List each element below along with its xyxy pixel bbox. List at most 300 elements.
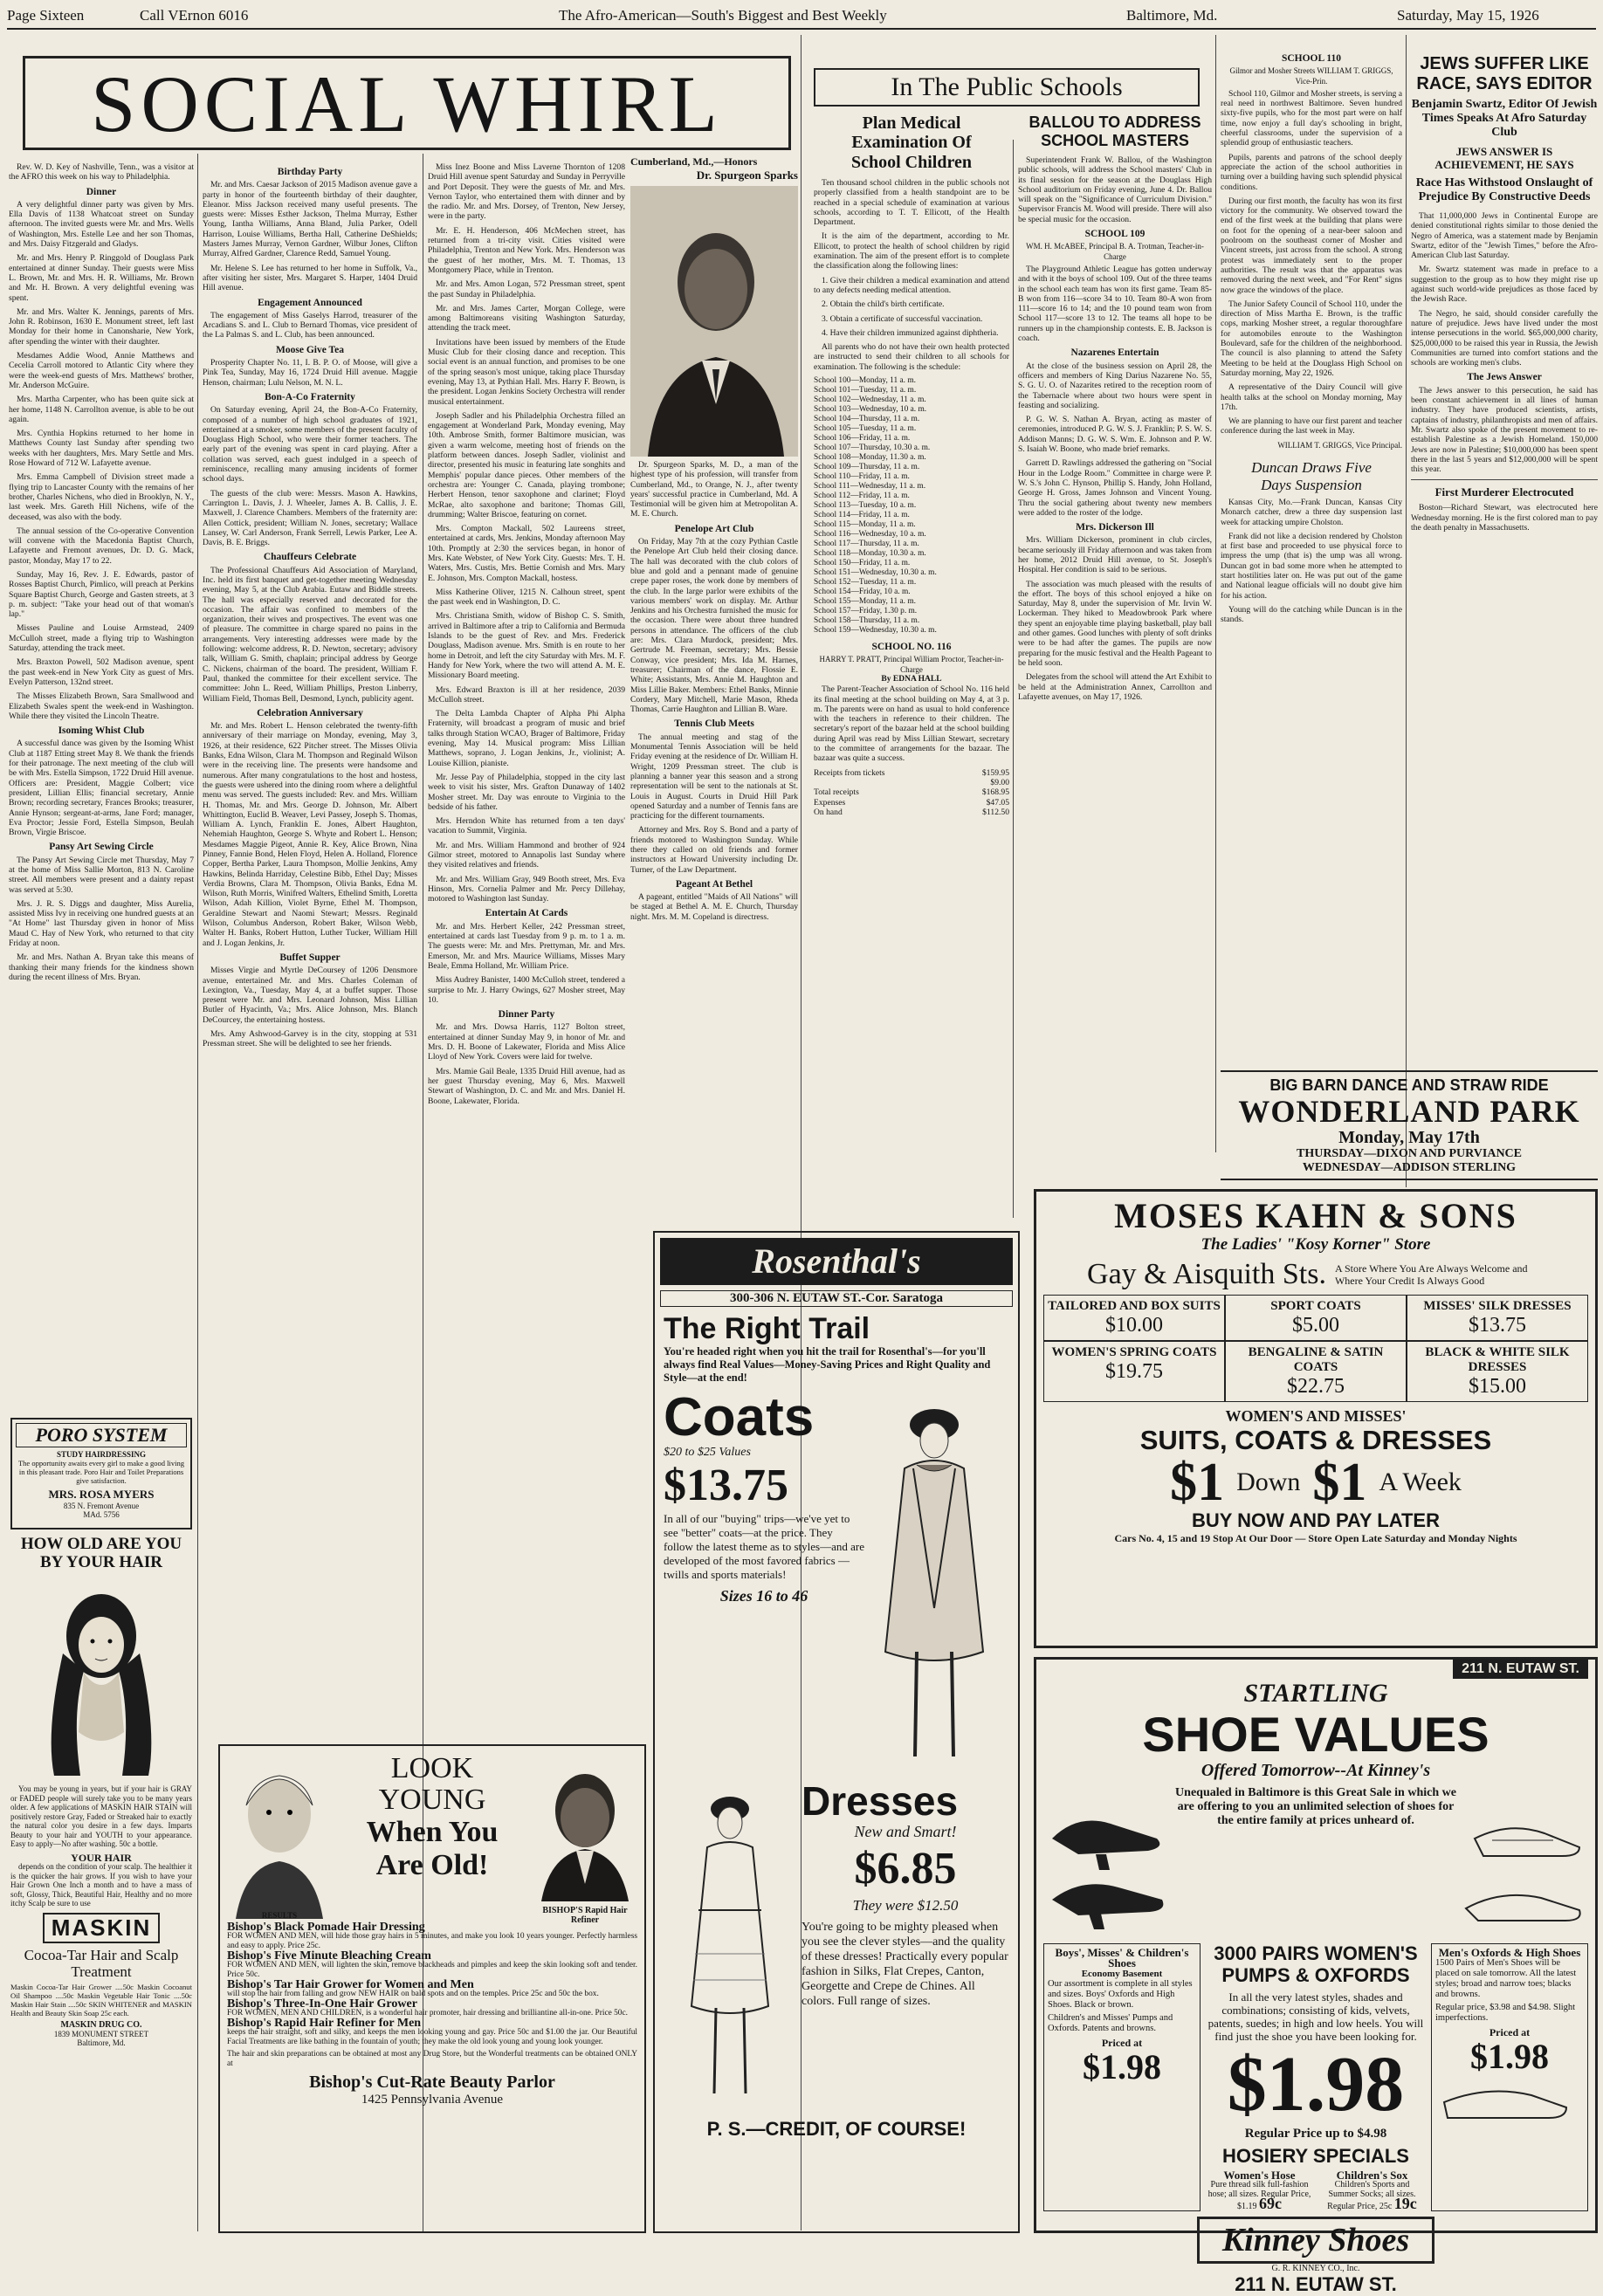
schedule-row-text: School 154—Friday, 10 a. m. bbox=[814, 588, 911, 597]
womens-hose-title: Women's Hose bbox=[1223, 2169, 1296, 2182]
womens-hose-desc: Pure thread silk full-fashion hose; all sizes. Regular Price, $1.19 bbox=[1207, 2180, 1311, 2211]
news-item: Mrs. Emma Campbell of Division street made a flying trip to Lancaster County with the remains of her brother, Charles Nichens, who died in Brooklyn, N. Y., last week. Mrs. Gareth Hill Nichens, wife of the deceased, was also with the body. bbox=[9, 472, 194, 522]
news-item: A successful dance was given by the Isoming Whist Club at 1187 Etting street May 8. We thank the friends for their patronage. The next meeting of the club will be with Mrs. Estella Simpson, 1722 Druid Hill avenue. Officers are: President, Maggie Colbert; vice president, Lillian Ellis; financial secretary, Annie Brown; recording secretary, Frances Brooks; treasurer, Annie Hynson; sergeant-at-arms, Jane Ford; manager, Eva Proctor; Jessie Ford, Estella Simpson, Beulah Brown, Virgie Briscoe. bbox=[9, 739, 194, 838]
news-item: Delegates from the school will attend the Art Exhibit to be held at the Administration Annex, Carrollton and Lafayette avenues, on May 17, 1926. bbox=[1018, 672, 1212, 702]
kahn-item-title: TAILORED AND BOX SUITS bbox=[1048, 1299, 1221, 1313]
schedule-row-text: School 110—Friday, 11 a. m. bbox=[814, 472, 910, 482]
schedule-row bbox=[814, 492, 1009, 501]
news-item: A very delightful dinner party was given by Mrs. Ella Davis of 1138 Whatcoat street on Sunday afternoon. The invited guests were Mr. and Mrs. Wells of Washington, Mrs. Estelle Lee and her son Thomas, and Mrs. Daisy Fitzgerald and Gladys. bbox=[9, 199, 194, 250]
rosenthals-address: 300-306 N. EUTAW ST.-Cor. Saratoga bbox=[660, 1290, 1013, 1307]
receipts-value: $159.95 bbox=[981, 767, 1009, 778]
maskin-subhead: YOUR HAIR bbox=[71, 1851, 132, 1864]
kinney-headline-2: SHOE VALUES bbox=[1142, 1707, 1489, 1762]
schedule-row bbox=[814, 434, 1009, 443]
childrens-sox-title: Children's Sox bbox=[1336, 2169, 1408, 2182]
kahn-price-cell bbox=[1225, 1295, 1407, 1341]
coats-body: In all of our "buying" trips—we've yet to see "better" coats—at the price. They follow the latest theme as to styles—and are developed of the most favored fabrics — twills and sports materials! bbox=[664, 1512, 864, 1581]
poro-title: PORO SYSTEM bbox=[16, 1423, 187, 1447]
school-110-signature: WILLIAM T. GRIGGS, Vice Principal. bbox=[1277, 440, 1402, 450]
maskin-price-list: Maskin Cocoa-Tar Hair Grower ....50c Maskin Cocoanut Oil Shampoo ....50c Maskin Vegetable Hair Tonic ....50c Maskin Hair Stain ....50c SKIN WHITENER and MASKIN Health and Beauty Skin Soap 25c each. bbox=[10, 1982, 192, 2018]
maskin-company-city: Baltimore, Md. bbox=[77, 2038, 126, 2047]
bishop-item-title: Bishop's Black Pomade Hair Dressing bbox=[227, 1921, 425, 1934]
schools-column-c bbox=[1221, 54, 1402, 1180]
kahn-item-price: $5.00 bbox=[1292, 1314, 1339, 1337]
kahn-item-title: BENGALINE & SATIN COATS bbox=[1248, 1345, 1384, 1374]
kahn-price-cell bbox=[1225, 1341, 1407, 1402]
kahn-tagline: The Ladies' "Kosy Korner" Store bbox=[1201, 1235, 1431, 1254]
news-item: Young will do the catching while Duncan is in the stands. bbox=[1221, 604, 1402, 625]
mens-shoes-price: $1.98 bbox=[1470, 2037, 1549, 2076]
wonderland-title: WONDERLAND PARK bbox=[1238, 1094, 1580, 1129]
school-116-staff: HARRY T. PRATT, Principal William Proctor, Teacher-in-Charge bbox=[819, 655, 1004, 674]
phone-number: Call VErnon 6016 bbox=[140, 7, 249, 24]
schedule-row-text: School 111—Wednesday, 11 a. m. bbox=[814, 482, 926, 492]
regular-price-note: Regular Price up to $4.98 bbox=[1244, 2127, 1387, 2141]
kahn-price-cell bbox=[1043, 1295, 1225, 1341]
social-column-2 bbox=[203, 162, 417, 1533]
bishop-item-desc: keeps the hair straight, soft and silky, and keeps the men looking young and gay. Price 50c and $1.00 the jar. Our Beautiful Facial Treatments are like bathing in the fountain of youth; they make the old look young and young look younger. bbox=[227, 2028, 637, 2046]
news-item: Mr. E. H. Henderson, 406 McMechen street, has returned from a tri-city visit. Cities visited were Philadelphia, Trenton and New York. Mrs. Henderson was the guest of her mother, Mrs. M. T. Thomas, 13 Montgomery Place, while in Trenton. bbox=[428, 225, 625, 275]
news-item: Mrs. William Dickerson, prominent in club circles, became seriously ill Friday afternoon and was taken from her home, 2012 Druid Hill avenue, to St. Joseph's Hospital. Her condition is said to be serious. bbox=[1018, 535, 1212, 575]
news-item: Pupils, parents and patrons of the school deeply appreciate the action of the school authorities in turning over a building having such splendid physical conditions. bbox=[1221, 152, 1402, 192]
kinney-address-top: 211 N. EUTAW ST. bbox=[1453, 1660, 1588, 1679]
news-item: Mrs. J. R. S. Diggs and daughter, Miss Aurelia, assisted Miss Ivy in receiving one hundred guests at an "At Home" last Thursday given in honor of Miss Maud C. Hay of New York, who returned to that city Friday at noon. bbox=[9, 898, 194, 949]
schedule-row bbox=[814, 376, 1009, 386]
schedule-row bbox=[814, 626, 1009, 636]
social-whirl-masthead bbox=[23, 56, 791, 150]
page-number: Page Sixteen bbox=[7, 7, 85, 24]
news-item: Sunday, May 16, Rev. J. E. Edwards, pastor of Rosses Baptist Church, Pimlico, will preach at Perkins Square Baptist Church, George and Gasten streets, at 3 p. m. subject: "Take your head out of that woman's lap." bbox=[9, 569, 194, 620]
bishop-item-title: Bishop's Tar Hair Grower for Women and Men bbox=[227, 1978, 474, 1991]
refiner-label: BISHOP'S Rapid Hair Refiner bbox=[542, 1906, 628, 1925]
news-item: Boston—Richard Stewart, was electrocuted here Wednesday morning. He is the first colored man to pay the death penalty in Massachusetts. bbox=[1411, 503, 1598, 533]
news-item: 1. Give their children a medical examination and attend to any defects needing medical attention. bbox=[814, 275, 1009, 295]
news-item: School 110, Gilmor and Mosher streets, is serving a real need in northwest Baltimore. Seven hundred sixty-five pupils, who for the most part were on half time, now enjoy a full day's schooling in bright, cheerful classrooms, under the supervision of a splendid group of enthusiastic teachers. bbox=[1221, 88, 1402, 148]
kinney-intro: Unequaled in Baltimore is this Great Sale in which we are offering to you an unlimited selection of shoes for the entire family at prices unheard of. bbox=[1175, 1786, 1456, 1827]
on-hand-label: On hand bbox=[814, 807, 843, 817]
mens-shoes-body: 1500 Pairs of Men's Shoes will be placed on sale tomorrow. All the latest styles; broad and narrow toes; blacks and browns. bbox=[1435, 1958, 1577, 1999]
duncan-headline-1: Duncan Draws Five bbox=[1251, 458, 1372, 476]
news-item: The annual session of the Co-operative Convention will convene with the Macedonia Baptist Church, Lafayette and Fremont avenues, Dr. D. G. Mack, pastor, Monday, May 17 to 22. bbox=[9, 526, 194, 566]
news-item: Rev. W. D. Key of Nashville, Tenn., was a visitor at the AFRO this week on his way to Philadelphia. bbox=[9, 162, 194, 182]
school-110-staff: Gilmor and Mosher Streets WILLIAM T. GRIGGS, Vice-Prin. bbox=[1229, 66, 1393, 86]
sparks-column bbox=[630, 155, 798, 1186]
kahn-item-price: $13.75 bbox=[1469, 1314, 1526, 1337]
section-heading: The Jews Answer bbox=[1467, 372, 1542, 383]
kahn-item-price: $22.75 bbox=[1287, 1375, 1345, 1398]
wonderland-date: Monday, May 17th bbox=[1338, 1128, 1480, 1147]
news-item: During our first month, the faculty has won its first victory for the community. We observed toward the end of the first week at the building that plans were on foot for the opening of a near-beer saloon and poolroom on the southeast corner of Mosher and Vincent streets, just across from the school. A strong protest was immediately sent to the proper authorities. The result was that the apparatus was removed during the next week, and "For Rent" signs now grace the windows of the place. bbox=[1221, 196, 1402, 295]
news-item: Joseph Sadler and his Philadelphia Orchestra filled an engagement at Wonderland Park, Monday evening, May 10th. Ambrose Smith, former Baltimore musician, was given a warm welcome, meeting host of friends on the platform between dances. Joseph Sadler, violinist and director, presented his music in featuring late songhits and Memphis' popular dance pieces. Other members of the orchestra are: Younger C. Canada, playing trombone; Herbert Henson, tenor saxophone and clarinet; Floyd McRae, alto saxophone and baritone; Thomas Gill, drumming; Walter Briscoe, featuring on cornet. bbox=[428, 410, 625, 519]
kahn-buy-now: BUY NOW AND PAY LATER bbox=[1192, 1509, 1440, 1531]
maskin-company-address: 1839 MONUMENT STREET bbox=[53, 2029, 149, 2038]
schedule-row-text: School 101—Tuesday, 11 a. m. bbox=[814, 386, 917, 395]
bishop-item-title: Bishop's Rapid Hair Refiner for Men bbox=[227, 2017, 422, 2030]
bishop-shop-name: Bishop's Cut-Rate Beauty Parlor bbox=[309, 2073, 555, 2092]
kahn-dollar-2: $1 bbox=[1312, 1453, 1367, 1512]
schedule-row bbox=[814, 395, 1009, 405]
rosenthals-intro: You're headed right when you hit the trail for Rosenthal's—for you'll always find Real Values—Money-Saving Prices and Right Quality and Style—at the end! bbox=[664, 1345, 991, 1384]
boys-shoes-subtitle: Economy Basement bbox=[1081, 1969, 1163, 1979]
schedule-row bbox=[814, 405, 1009, 415]
news-item: The Professional Chauffeurs Aid Association of Maryland, Inc. held its first banquet and get-together meeting Wednesday evening, May 5, at the Club Arabia. Eutaw and Biddle streets. The hall was especially reserved and decorated for the occasion. The affair was confined to members of the organization, their wives and prospectives. The event was one of pleasure. The committee in charge spared no pains in the arrangements. Very interesting addresses were made by the following: welcome address, R. D. Newton, secretary; advisory talk, William G. Smith, chaplain; principal address by George C. Nickens, chairman of the board. The president, William F. Paul, thanked the committee for their excellent service. The committee: John L. Reed, William Phillips, Preston Linberry, William Field, Thomas Bell, Desmond, Lynch, publicity agent. bbox=[203, 565, 417, 704]
section-heading: SCHOOL NO. 116 bbox=[871, 642, 952, 653]
rosenthals-headline: The Right Trail bbox=[664, 1312, 870, 1345]
sizes-label: Sizes 16 to 46 bbox=[719, 1587, 808, 1605]
bishop-shop-address: 1425 Pennsylvania Avenue bbox=[361, 2093, 504, 2107]
schedule-row bbox=[814, 597, 1009, 607]
news-item: The Negro, he said, should consider carefully the nature of prejudice. Jews have lived under the most intense persecutions in the world. $65,000,000 charity, $25,000,000 to be raised this year in Russia, the Jewish Communities are turned into comfort stations and the schools are working men's clubs. bbox=[1411, 308, 1598, 368]
schedule-row-text: School 107—Thursday, 10.30 a. m. bbox=[814, 443, 931, 453]
bishop-item-title: Bishop's Three-In-One Hair Grower bbox=[227, 1997, 417, 2011]
section-heading: Mrs. Dickerson Ill bbox=[1076, 522, 1154, 533]
kahn-dollar-1: $1 bbox=[1170, 1453, 1225, 1512]
schedule-row bbox=[814, 568, 1009, 578]
schedule-row-text: School 115—Monday, 11 a. m. bbox=[814, 520, 916, 530]
news-item: Mrs. Martha Carpenter, who has been quite sick at her home, 1148 N. Carrollton avenue, is able to be out again. bbox=[9, 395, 194, 424]
jews-headline-2: RACE, SAYS EDITOR bbox=[1416, 74, 1593, 93]
hosiery-headline: HOSIERY SPECIALS bbox=[1222, 2145, 1409, 2167]
section-heading: Entertain At Cards bbox=[485, 908, 568, 919]
schedule-row-text: School 100—Monday, 11 a. m. bbox=[814, 376, 917, 386]
news-item: The Junior Safety Council of School 110, under the direction of Miss Martha E. Brown, is the traffic cops, marking Mosher street, a regular thoroughfare for automobiles enroute to the Washington Boulevard, safe for the children of the neighborhood. The council is also planning to attend the Safety Meeting to be held at the Douglass High School on Saturday morning, May 22, 1926. bbox=[1221, 299, 1402, 378]
news-item: Mrs. Christiana Smith, widow of Bishop C. S. Smith, arrived in Baltimore after a trip to California and Bermuda Islands to be the guest of Rev. and Mrs. Frederick Douglass, Madison avenue. Mrs. Smith is en route to her home in Detroit, and left the city Saturday with Mrs. M. F. Handy for New York, where the two will attend A. M. E. Missionary Board meeting. bbox=[428, 611, 625, 681]
news-item: Superintendent Frank W. Ballou, of the Washington public schools, will address the School masters' Club in its final session for the season at the Douglass High School auditorium on Friday evening, June 4. Dr. Ballou will speak on the "Significance of Curriculum Division." Supervisor Francis M. Wood will preside. There will also be special music for the occasion. bbox=[1018, 155, 1212, 224]
receipts-value-2: $9.00 bbox=[990, 777, 1009, 787]
woman-in-coat-illustration bbox=[864, 1390, 1004, 1774]
kahn-address: Gay & Aisquith Sts. bbox=[1087, 1258, 1326, 1290]
news-item: Mr. and Mrs. William Gray, 949 Booth street, Mrs. Eva Hinson, Mrs. Cornelia Palmer and Mr. Percy Dillehay, motored to Washington last Sunday. bbox=[428, 874, 625, 904]
news-item: Mrs. Compton Mackall, 502 Laureens street, entertained at cards, Mrs. Jenkins, Monday afternoon May 10th. Promptly at 2:30 the services began, in honor of Mrs. Kate Webster, of New York City. Guests: Mrs. T. H. Waters, Mrs. Custis, Mrs. Bettie Cornish and Mrs. Mary E. Johnson, Mrs. Compton Mackall, hostess. bbox=[428, 524, 625, 583]
schedule-row-text: School 104—Thursday, 11 a. m. bbox=[814, 415, 920, 424]
schedule-row bbox=[814, 530, 1009, 540]
news-item: Mrs. Herndon White has returned from a ten days' vacation to Summit, Virginia. bbox=[428, 816, 625, 836]
schedule-row bbox=[814, 616, 1009, 626]
news-item: Mr. Helene S. Lee has returned to her home in Suffolk, Va., after visiting her sister, Mrs. Margaret S. Harper, 1404 Druid Hill avenue. bbox=[203, 263, 417, 293]
kahn-line-1: WOMEN'S AND MISSES' bbox=[1225, 1407, 1407, 1425]
news-item: 4. Have their children immunized against diphtheria. bbox=[822, 327, 999, 338]
kahn-item-title: BLACK & WHITE SILK DRESSES bbox=[1425, 1345, 1570, 1374]
school-116-byline: By EDNA HALL bbox=[881, 674, 942, 684]
jews-subhead-3: Race Has Withstood Onslaught of Prejudice By Constructive Deeds bbox=[1415, 176, 1593, 203]
maskin-body-2: depends on the condition of your scalp. The healthier it is the quicker the hair grows. If you wish to have your Hair Grown One Inch a month and to have a mass of soft, Glossy, Thick, Beautiful Hair, Healthy and no more itchy Scalp be sure to use bbox=[10, 1862, 192, 1908]
kinney-shoes-ad bbox=[1034, 1657, 1598, 2295]
photo-caption-place: Cumberland, Md.,—Honors bbox=[630, 155, 758, 168]
bishop-item-title: Bishop's Five Minute Bleaching Cream bbox=[227, 1949, 431, 1963]
schedule-row bbox=[814, 588, 1009, 597]
schedule-row bbox=[814, 453, 1009, 463]
poro-address: 835 N. Fremont Avenue bbox=[63, 1502, 140, 1510]
schedule-row bbox=[814, 511, 1009, 520]
news-item: The engagement of Miss Gaselys Harrod, treasurer of the Arcadians S. and L. Club to Bernard Thomas, vice president of the La Palmas S. and L. Club, has been announced. bbox=[203, 310, 417, 340]
news-item: Mr. and Mrs. Nathan A. Bryan take this means of thanking their many friends for the kindness shown during the recent illness of Mrs. Bryan. bbox=[9, 952, 194, 982]
wonderland-thursday: THURSDAY—DIXON AND PURVIANCE bbox=[1296, 1147, 1522, 1160]
poro-line2: The opportunity awaits every girl to make a good living in this pleasant trade. Poro Hair and Toilet Preparations give satisfaction. bbox=[17, 1459, 185, 1485]
sparks-article: Dr. Spurgeon Sparks, M. D., a man of the highest type of his profession, will transfer from Cumberland, Md., to Orange, N. J., after twenty years' successful practice in Cumberland, Md. A Testimonial will be given him at Metropolitan A. M. E. Church. bbox=[630, 460, 798, 519]
schedule-row-text: School 152—Tuesday, 11 a. m. bbox=[814, 578, 917, 588]
childrens-sox-price: 19c bbox=[1393, 2195, 1417, 2212]
boys-priced-label: Priced at bbox=[1101, 2037, 1143, 2049]
news-item: Mrs. Braxton Powell, 502 Madison avenue, spent the past week-end in New York City as guest of Mrs. Evelyn Patterson, 132nd street. bbox=[9, 657, 194, 687]
social-column-3 bbox=[428, 162, 625, 1507]
news-item: Misses Virgie and Myrtle DeCoursey of 1206 Densmore avenue, entertained Mr. and Mrs. Charles Coleman of Lexington, Va., Tuesday, May 4, at a buffet supper. Those present were Mr. and Mrs. Leonard Johnson, Miss Lillian Butler of Hyacinth, Va.; Mrs. Alice Johnson, Mrs. Blanch DeCourcey, the entertaining hostess. bbox=[203, 966, 417, 1025]
news-item: Mr. and Mrs. Caesar Jackson of 2015 Madison avenue gave a party in honor of the fourteenth birthday of their daughter, Eleanor. Miss Jackson received many useful presents. The guests were: Misses Esther Jackson, Thelma Murray, Esther Young, Iantha Williams, Anna Bland, Julia Parker, Odell Harrison, Louise Williams, Bertha Hall, Catherine DeShields; Masters James Murray, Vernon Gardner, Wilbur Jones, Clifton Murray, Alfred Gardner, Clarence Redd, Samuel Young. bbox=[203, 180, 417, 259]
dresses-subtitle: New and Smart! bbox=[854, 1823, 957, 1840]
section-heading: Birthday Party bbox=[277, 167, 343, 177]
schedule-row-text: School 157—Friday, 1.30 p. m. bbox=[814, 607, 918, 616]
exam-schedule bbox=[814, 376, 1009, 636]
news-item: Mr. and Mrs. Walter K. Jennings, parents of Mrs. John R. Robinson, 1630 E. Monument street, left last Monday for their home in Canonsharie, New York, after spending the winter with their daughter. bbox=[9, 306, 194, 347]
dresses-body: You're going to be mighty pleased when you see the clever styles—and the quality of these dresses! Practically every popular fashion in Silks, Flat Crepes, Canton, Georgette and Crepe de Chines. All colors. Full range of sizes. bbox=[802, 1921, 1008, 2008]
news-item: Mr. and Mrs. William Hammond and brother of 924 Gilmor street, motored to Annapolis last Sunday where they visited relatives and friends. bbox=[428, 840, 625, 870]
portrait-photo bbox=[630, 186, 798, 457]
schedule-row-text: School 150—Friday, 11 a. m. bbox=[814, 559, 911, 568]
schedule-row-text: School 116—Wednesday, 10 a. m. bbox=[814, 530, 926, 540]
duncan-headline-2: Days Suspension bbox=[1261, 476, 1362, 493]
woman-portrait-illustration bbox=[10, 1575, 192, 1784]
mens-priced-label: Priced at bbox=[1489, 2026, 1531, 2038]
schedule-row bbox=[814, 415, 1009, 424]
news-item: Miss Katherine Oliver, 1215 N. Calhoun street, spent the past week end in Washington, D. C. bbox=[428, 587, 625, 608]
kahn-name: MOSES KAHN & SONS bbox=[1114, 1196, 1517, 1235]
womens-hose-price: 69c bbox=[1259, 2195, 1283, 2212]
section-heading: Isoming Whist Club bbox=[58, 725, 145, 737]
section-heading: SCHOOL 109 bbox=[1084, 229, 1145, 240]
news-item: The Misses Elizabeth Brown, Sara Smallwood and Elizabeth Swales spent the week-end in Washington. While there they visited the Lincoln Theatre. bbox=[9, 691, 194, 721]
wonderland-park-ad bbox=[1221, 1070, 1598, 1180]
schedule-row-text: School 118—Monday, 10.30 a. m. bbox=[814, 549, 926, 559]
schedule-row bbox=[814, 549, 1009, 559]
school-109-staff: WM. H. McABEE, Principal B. A. Trotman, Teacher-in-Charge bbox=[1026, 242, 1204, 261]
schedule-row-text: School 106—Friday, 11 a. m. bbox=[814, 434, 911, 443]
maskin-logo: MASKIN bbox=[43, 1913, 160, 1943]
schedule-row bbox=[814, 443, 1009, 453]
on-hand-value: $112.50 bbox=[982, 807, 1009, 817]
news-item: The Pansy Art Sewing Circle met Thursday, May 7 at the home of Miss Sallie Morton, 813 N. Caroline street. All members were present and a dainty repast was served at 5:30. bbox=[9, 855, 194, 895]
rosenthals-credit: P. S.—CREDIT, OF COURSE! bbox=[706, 2118, 967, 2140]
news-item: Misses Pauline and Louise Armstead, 2409 McCulloh street, made a flying trip to Washington Saturday, attending the track meet. bbox=[9, 623, 194, 654]
total-value: $168.95 bbox=[981, 787, 1009, 798]
maskin-body: You may be young in years, but if your hair is GRAY or FADED people will surely take you to be many years older. A few applications of MASKIN HAIR STAIN will positively restore Gray, Faded or Streaked hair to exactly the natural color you desire in a few days. Imparts Beauty to your hair and YOUTH to your appearance. Easy to apply—No after washing. 50c a bottle. bbox=[10, 1784, 192, 1848]
news-item: The Playground Athletic League has gotten underway and with it the boys of school 109. Out of the three teams in the school each team has won its first game. Team 85-B won from 116—score 34 to 10. Team 80-A won from 111—score 16 to 14; and the 10 pound team won from School 117—score 13 to 12. The teams all hope to be runners up in the championship contests. E. B. Jackson is coach. bbox=[1018, 264, 1212, 344]
expenses-label: Expenses bbox=[814, 797, 846, 808]
woman-in-dress-illustration bbox=[664, 1779, 795, 2111]
schools-banner-title: In The Public Schools bbox=[891, 72, 1123, 101]
section-heading: Tennis Club Meets bbox=[674, 718, 754, 730]
kinney-headline-1: STARTLING bbox=[1243, 1679, 1388, 1708]
poro-name: MRS. ROSA MYERS bbox=[48, 1488, 155, 1501]
schedule-row bbox=[814, 559, 1009, 568]
news-item: 2. Obtain the child's birth certificate. bbox=[822, 299, 945, 310]
news-item: Garrett D. Rawlings addressed the gathering on "Social Hour in the Lodge Room." Committee in charge were P. W. S.'s John C. Hynson, Phillip S. Handy, John Holland, George H. Gross, James Johnson and Vincent Young. Thru the social gathering about twenty new members were added to the roster of the lodge. bbox=[1018, 458, 1212, 518]
schedule-row-text: School 105—Tuesday, 11 a. m. bbox=[814, 424, 917, 434]
shoe-illustrations-right bbox=[1457, 1786, 1588, 1943]
section-heading: Chauffeurs Celebrate bbox=[263, 552, 357, 563]
schedule-row bbox=[814, 520, 1009, 530]
news-item: A pageant, entitled "Maids of All Nations" will be staged at Bethel A. M. E. Church, Thursday night. Mrs. M. M. Copeland is directress. bbox=[630, 892, 798, 922]
coats-price: $13.75 bbox=[664, 1461, 788, 1510]
issue-date: Saturday, May 15, 1926 bbox=[1397, 7, 1539, 24]
wonderland-line-1: BIG BARN DANCE AND STRAW RIDE bbox=[1269, 1076, 1549, 1094]
poro-phone: MAd. 5756 bbox=[83, 1510, 120, 1519]
after-portrait bbox=[533, 1753, 637, 1925]
section-heading: Engagement Announced bbox=[258, 297, 362, 308]
schedule-row bbox=[814, 424, 1009, 434]
kahn-item-title: WOMEN'S SPRING COATS bbox=[1051, 1345, 1217, 1359]
schedule-row-text: School 117—Thursday, 11 a. m. bbox=[814, 540, 919, 549]
news-item: Prosperity Chapter No. 11, I. B. P. O. of Moose, will give a Pink Tea, Sunday, May 16, 1724 Druid Hill avenue. Maggie Henson, chairman; Lulu Nelson, M. N. L. bbox=[203, 358, 417, 388]
section-heading: Nazarenes Entertain bbox=[1070, 347, 1159, 359]
schedule-row bbox=[814, 501, 1009, 511]
kahn-item-price: $15.00 bbox=[1469, 1375, 1526, 1398]
bishop-headline-2: YOUNG bbox=[378, 1784, 486, 1816]
shoe-illustrations-left bbox=[1043, 1786, 1174, 1943]
coats-title: Coats bbox=[664, 1387, 815, 1447]
news-item: P. G. W. S. Nathan A. Bryan, acting as master of ceremonies, introduced P. G. W. S. J. Franklin; P. S. W. S. Addison Manns; D. G. W. S. Wm. E. Johnson and P. W. S. Isaiah W. Boone, who made brief remarks. bbox=[1018, 415, 1212, 455]
before-portrait bbox=[227, 1753, 332, 1919]
news-item: The Jews answer to this persecution, he said has been constant achievement in all lines of human industry. They have produced scientists, artists, captains of industry, philanthropists and men of affairs. Mr. Swartz also spoke of the present movement to re-establish Palestine as a Jewish Homeland. 150,000 Jews are now in Palestine; $10,000,000 has been spent there in the last 5 years and $12,000,000 will be spent this year. bbox=[1411, 385, 1598, 475]
kahn-price-cell bbox=[1043, 1341, 1225, 1402]
schedule-row-text: School 109—Thursday, 11 a. m. bbox=[814, 463, 920, 472]
mens-shoes-regular: Regular price, $3.98 and $4.98. Slight imperfections. bbox=[1435, 2003, 1576, 2023]
boys-shoes-body-2: Children's and Misses' Pumps and Oxfords. Patents and browns. bbox=[1048, 2013, 1173, 2033]
news-item: Mr. and Mrs. Amon Logan, 572 Pressman street, spent the past Sunday in Philadelphia. bbox=[428, 279, 625, 299]
maskin-headline: HOW OLD ARE YOU BY YOUR HAIR bbox=[20, 1535, 182, 1571]
news-item: Mr. Jesse Pay of Philadelphia, stopped in the city last week to visit his sister, Mrs. Grafton Dunaway of 1402 Mosher street. Mr. Day was enroute to Virginia to the bedside of his father. bbox=[428, 772, 625, 812]
bishop-headline-4: Are Old! bbox=[375, 1849, 489, 1881]
section-heading: Bon-A-Co Fraternity bbox=[265, 391, 355, 402]
section-heading: Pansy Art Sewing Circle bbox=[49, 842, 154, 853]
section-heading: Buffet Supper bbox=[279, 952, 341, 963]
maskin-company: MASKIN DRUG CO. bbox=[60, 2019, 142, 2030]
pumps-headline-2: PUMPS & OXFORDS bbox=[1221, 1964, 1410, 1986]
total-label: Total receipts bbox=[814, 787, 859, 798]
news-item: All parents who do not have their own health protected are instructed to send their children to all schools for examination. The following is the schedule: bbox=[814, 342, 1009, 372]
schedule-row-text: School 102—Wednesday, 11 a. m. bbox=[814, 395, 926, 405]
section-heading: SCHOOL 110 bbox=[1281, 53, 1342, 64]
news-item: Frank did not like a decision rendered by Cholston at first base and proceeded to use physical force to impress the ump (that is) the ump was all wrong. Duncan got in bad some more when he attempted to start hostilities later on. He was put out of the game and National league officials will no doubt give him for his action. bbox=[1221, 531, 1402, 601]
schedule-row-text: School 108—Monday, 11.30 a. m. bbox=[814, 453, 926, 463]
news-item: Miss Audrey Banister, 1400 McCulloh street, tendered a surprise to Mr. J. Harry Owings, 627 Mosher street, May 10. bbox=[428, 975, 625, 1005]
mens-shoes-box bbox=[1431, 1943, 1588, 2211]
main-price: $1.98 bbox=[1227, 2041, 1405, 2128]
social-column-1 bbox=[9, 162, 194, 1413]
coats-value-range: $20 to $25 Values bbox=[664, 1446, 751, 1459]
news-item: On Friday, May 7th at the cozy Pythian Castle the Penelope Art Club held their closing dance. The hall was decorated with the club colors of blue and gold and a pennant made of genuine crepe paper roses, the work done by members of the club. In the large parlor were exhibits of the various members' work on display. Mr. Arthur Jenkins and his Orchestra furnished the music for the occasion. There were about three hundred persons in attendance. The officers of the club are: Mrs. Clara Murdock, president; Mrs. Gertrude M. Freeman, secretary; Mrs. Bessie Conway, vice president; Mrs. Ida M. Harnes, treasurer; Chairman of the dance, Flossie E. White; Assistants, Mrs. Annie M. Haughton and Miss Lillie Baker. Members: Ethel Banks, Minnie Cordery, Mary Mitchell, Marie Mason, Rheda Thomas, Carrie Haughton and Lillian B. Ware. bbox=[630, 537, 798, 715]
bishop-item-desc: FOR WOMEN AND MEN, will lighten the skin, remove blackheads and pimples and keep the skin looking soft and tender. Price 50c. bbox=[227, 1961, 637, 1979]
schedule-row bbox=[814, 482, 1009, 492]
bishop-headline-3: When You bbox=[366, 1816, 499, 1848]
schedule-row-text: School 151—Wednesday, 10.30 a. m. bbox=[814, 568, 937, 578]
mens-shoe-illustration bbox=[1435, 2076, 1575, 2128]
section-heading: Moose Give Tea bbox=[276, 344, 344, 355]
bishops-beauty-ad bbox=[218, 1744, 646, 2233]
news-item: Mrs. Mamie Gail Beale, 1335 Druid Hill avenue, had as her guest Thursday evening, May 6, Mrs. Maxwell Stewart of Washington, D. C. and Mr. and Mrs. Daniel H. Boone, Lakewater, Florida. bbox=[428, 1066, 625, 1106]
news-item: Ten thousand school children in the public schools not properly classified from a health standpoint are to be reached in a special schedule of examination at various schools, according to T. T. Ellicott, of the Health Department. bbox=[814, 178, 1009, 228]
news-item: Attorney and Mrs. Roy S. Bond and a party of friends motored to Washington Sunday. While there they called on old friends and former instructors at Howard University including Dr. Turner, of the Law Department. bbox=[630, 825, 798, 875]
kahn-price-cell bbox=[1407, 1341, 1588, 1402]
schedule-row-text: School 114—Friday, 11 a. m. bbox=[814, 511, 910, 520]
schedule-row bbox=[814, 540, 1009, 549]
news-item: The Delta Lambda Chapter of Alpha Phi Alpha Fraternity, will broadcast a program of music and brief talks through Station WCAO, Brager of Baltimore, Friday evening, May 14. Musical program: Miss Lillian Matthews, soprano, J. Logan Jenkins, Jr., violinist; A. Louise Killion, pianiste. bbox=[428, 709, 625, 768]
news-item: Mr. and Mrs. Henry P. Ringgold of Douglass Park entertained at dinner Sunday. Their guests were Miss L. Brown, Mr. and Mrs. H. R. Williams, Mr. Brown and Mr. H. Brown. A very delightful evening was spent. bbox=[9, 253, 194, 303]
dresses-title: Dresses bbox=[802, 1778, 959, 1824]
jews-subhead-2: JEWS ANSWER IS ACHIEVEMENT, HE SAYS bbox=[1434, 145, 1574, 171]
ballou-headline-1: BALLOU TO ADDRESS bbox=[1029, 113, 1201, 131]
mens-shoes-title: Men's Oxfords & High Shoes bbox=[1438, 1946, 1581, 1959]
ballou-headline-2: SCHOOL MASTERS bbox=[1041, 132, 1189, 149]
schedule-row bbox=[814, 386, 1009, 395]
poro-line1: STUDY HAIRDRESSING bbox=[57, 1450, 146, 1459]
news-item: The Parent-Teacher Association of School No. 116 held its final meeting at the school building on May 4, at 3 p. m. The parents were on hand as usual to hold conference with the teachers in reference to their children. The secretary's report of the bazaar held at the school building during April was read by Miss Lillian Stewart, secretary to the committee of arrangements for the bazaar. The bazaar was quite a success. bbox=[814, 684, 1009, 764]
news-item: That 11,000,000 Jews in Continental Europe are denied constitutional rights similar to those denied the Negro of America, was a statement made by Benjamin Swartz, editor of the "Jewish Times," before the Afro-American Club last Saturday. bbox=[1411, 211, 1598, 261]
kahn-down: Down bbox=[1236, 1468, 1301, 1496]
news-item: We are planning to have our first parent and teacher conference during the last week in May. bbox=[1221, 416, 1402, 437]
schedule-row-text: School 159—Wednesday, 10.30 a. m. bbox=[814, 626, 937, 636]
news-item: A representative of the Dairy Council will give health talks at the school on Monday morning, May 17th. bbox=[1221, 382, 1402, 412]
section-heading: Pageant At Bethel bbox=[675, 878, 753, 890]
murderer-headline: First Murderer Electrocuted bbox=[1434, 485, 1574, 499]
schedule-row-text: School 155—Monday, 11 a. m. bbox=[814, 597, 917, 607]
schedule-row bbox=[814, 607, 1009, 616]
bishop-item-desc: will stop the hair from falling and grow NEW HAIR on bald spots and on the temples. Price 25c and 50c the box. bbox=[227, 1990, 599, 1998]
results-label: RESULTS bbox=[261, 1911, 298, 1920]
news-item: Mrs. Cynthia Hopkins returned to her home in Matthews County last Sunday after spending two weeks with her daughters, Mrs. Mary Settle and Mrs. Rose Howard of 712 W. Lafayette avenue. bbox=[9, 429, 194, 469]
pumps-body: In all the very latest styles, shades and combinations; consisting of kids, velvets, patents, suedes; in high and low heels. You will find just the shoe you have been looking for. bbox=[1207, 1990, 1424, 2043]
expenses-value: $47.05 bbox=[986, 797, 1009, 808]
news-item: Miss Inez Boone and Miss Laverne Thornton of 1208 Druid Hill avenue spent Saturday and Sunday in Perryville and Port Deposit. They were the guests of Mr. and Mrs. Vernon Taylor, who entertained them with dinner and by the radio. Mr. and Mrs. Dorsey, of Trenton, New Jersey, were in the party. bbox=[428, 162, 625, 222]
paper-name: The Afro-American—South's Biggest and Best Weekly bbox=[559, 7, 887, 24]
schedule-row-text: School 158—Thursday, 11 a. m. bbox=[814, 616, 920, 626]
news-item: Mr. and Mrs. Herbert Keller, 242 Pressman street, entertained at cards last Tuesday from 9 p. m. to 1 a. m. The guests were: Mr. and Mrs. Prettyman, Mr. and Mrs. Emerson, Mr. and Mrs. Maurice Williams, Misses Mary Beale, Emma Holland, Mr. William Price. bbox=[428, 921, 625, 971]
photo-caption-name: Dr. Spurgeon Sparks bbox=[696, 168, 798, 182]
kahn-item-title: SPORT COATS bbox=[1270, 1299, 1361, 1313]
news-item: Mr. and Mrs. James Carter, Morgan College, were among Baltimoreans visiting Washington Saturday, attending the track meet. bbox=[428, 303, 625, 333]
news-item: It is the aim of the department, according to Mr. Ellicott, to protect the health of school children by rigid examination. The aim of the present effort is to complete the classification along the following lines: bbox=[814, 231, 1009, 272]
boys-shoes-price: $1.98 bbox=[1083, 2047, 1161, 2086]
maskin-product: Cocoa-Tar Hair and Scalp Treatment bbox=[24, 1946, 179, 1980]
kahn-week: A Week bbox=[1379, 1468, 1462, 1496]
masthead-title: SOCIAL WHIRL bbox=[91, 59, 723, 148]
kahn-item-title: MISSES' SILK DRESSES bbox=[1423, 1299, 1572, 1313]
news-item: Mr. and Mrs. Robert L. Henson celebrated the twenty-fifth anniversary of their marriage on Monday, evening, May 3, 1926, at their residence, 622 Pitcher street. The Misses Olivia Banks, Edna Wilson, Clara M. Thompson and Reginald Wilson were in the receiving line. The presents were handsome and numerous. After many congratulations to the host and hostess, the guests were ushered into the dining room where a delightful menu was served. The guests included: Rev. and Mrs. William H. Thomas, Mr. and Mrs. George D. Johnson, Mr. Albert Whittington, Euclid B. Weaver, Levi Passey, Joseph S. Thomas, William A. Lynch, Franklin E. Jones, Albert Haughton, Nehemiah Haughton, George S. Whyte and Robert L. Henson; Mesdames Maggie Pigeot, Annie R. Key, Alice Brown, Nina Pinney, Fannie Bond, Helen Floyd, Helen A. Holland, Florence Copper, Bertha Parker, Laura Thompson, Mollie Jenkins, Amy Hawkins, Belinda Harriday, Celestine Bibb, Ethel Day; Misses Verdia Browns, Clara M. Thompson, Olivia Banks, Edna M. Wilson, Ruth Morris, Winifred Walters, Ethelind Smith, Loretta Wilson, Adah Killion, Violet Byrne, Ethel M. Thompson, Geraldine Stewart and Naomi Stewart; Messrs. Reginald Wilson, Columbus Anderson, Robert Baker, Wilson Webb, Walter H. Banks, Robert Hutton, Luther Tucker, William Hill and J. Logan Jenkins, Jr. bbox=[203, 721, 417, 948]
pumps-headline-1: 3000 PAIRS WOMEN'S bbox=[1214, 1942, 1418, 1964]
section-heading: Penelope Art Club bbox=[674, 523, 754, 534]
news-item: Invitations have been issued by members of the Etude Music Club for their closing dance and reception. This social event is an annual function, and promises to be one of the spring season's most unique, taking place Thursday evening, May 13, at Pythian Hall. Mrs. Harry F. Brown, is the president. Logan Jenkins Society Orchestra will render musical entertainment. bbox=[428, 337, 625, 407]
kinney-address-bottom: 211 N. EUTAW ST. bbox=[1235, 2273, 1397, 2295]
rosenthals-ad bbox=[653, 1231, 1020, 2233]
wonderland-wednesday: WEDNESDAY—ADDISON STERLING bbox=[1302, 1161, 1517, 1174]
schedule-row-text: School 103—Wednesday, 10 a. m. bbox=[814, 405, 927, 415]
kahn-price-cell bbox=[1407, 1295, 1588, 1341]
jews-suffer-column bbox=[1411, 54, 1598, 1084]
kinney-logo: Kinney Shoes bbox=[1197, 2217, 1434, 2264]
news-item: Kansas City, Mo.—Frank Duncan, Kansas City Monarch catcher, drew a three day suspension last week for attacking umpire Cholston. bbox=[1221, 497, 1402, 527]
kinney-logo-subtitle: G. R. KINNEY CO., Inc. bbox=[1271, 2264, 1360, 2273]
schedule-row bbox=[814, 463, 1009, 472]
plan-headline-2: Examination Of bbox=[851, 133, 972, 152]
schedule-row-text: School 113—Tuesday, 10 a. m. bbox=[814, 501, 917, 511]
maskin-ad bbox=[10, 1535, 192, 2233]
news-item: Mr. Swartz statement was made in preface to a suggestion to the group as to how they might rise up against such world-wide prejudices as those faced by the Jewish Race. bbox=[1411, 265, 1598, 305]
news-item: On Saturday evening, April 24, the Bon-A-Co Fraternity, composed of a number of high school graduates of 1921, entertained at a smoker, some members of the present faculty of Douglass High School, who were their former teachers. The early part of the evening was spent in card playing. After a collation was served, each guest indulged in a speech of reminiscence, recalling many amusing incidents of former school days. bbox=[203, 405, 417, 485]
schools-column-b bbox=[1018, 113, 1212, 1144]
news-item: 3. Obtain a certificate of successful vaccination. bbox=[822, 313, 983, 324]
section-heading: Dinner Party bbox=[498, 1009, 555, 1021]
bishop-item-desc: FOR WOMEN, MEN AND CHILDREN, is a wonderful hair promoter, hair dressing and brilliantine all-in-one. Price 50c. bbox=[227, 2009, 628, 2018]
plan-headline-3: School Children bbox=[851, 153, 972, 172]
news-item: At the close of the business session on April 28, the officers and members of King Darius Nazarene No. 55, S. G. U. O. of Nazarites retired to the reception room of the Tabernacle where about two hours were spent in feasting and socializing. bbox=[1018, 361, 1212, 410]
